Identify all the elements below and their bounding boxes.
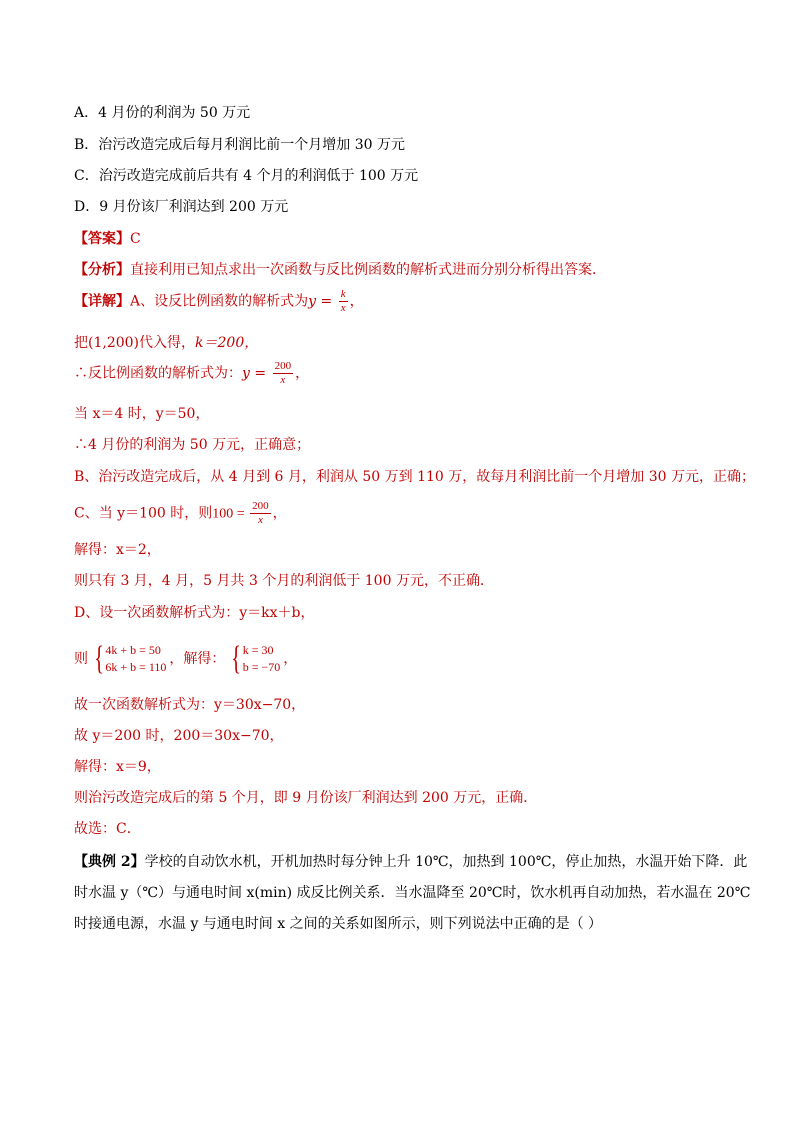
detail-text: 把(1,200)代入得， bbox=[74, 335, 196, 351]
equation-row-1: 4k + b = 50 bbox=[105, 643, 161, 657]
detail-k: k＝200， bbox=[195, 335, 259, 351]
detail-text: ∴反比例函数的解析式为： bbox=[74, 365, 242, 382]
example2-line-1 bbox=[74, 852, 747, 872]
detail-line-2 bbox=[74, 333, 258, 353]
brace-icon: { bbox=[94, 640, 105, 677]
detail-line-11 bbox=[74, 641, 297, 677]
analysis-line bbox=[74, 260, 606, 280]
option-b: B．治污改造完成后每月利润比前一个月增加 30 万元 bbox=[74, 137, 406, 153]
equation-row-2: 6k + b = 110 bbox=[105, 660, 167, 674]
option-c: C．治污改造完成前后共有 4 个月的利润低于 100 万元 bbox=[74, 168, 419, 184]
punct: ， bbox=[283, 651, 298, 667]
detail-formula: y＝30x−70， bbox=[214, 697, 306, 713]
detail-y: y＝100 时，则 bbox=[117, 505, 213, 522]
fraction-numerator: 200 bbox=[274, 360, 292, 372]
analysis-tag: 【分析】 bbox=[74, 262, 130, 278]
detail-line-14: 解得：x＝9， bbox=[74, 759, 161, 775]
detail-line-3 bbox=[74, 360, 309, 387]
detail-text: D、设一次函数解析式为： bbox=[74, 605, 240, 621]
equation-system bbox=[91, 641, 166, 677]
detail-text: 则 bbox=[74, 651, 88, 667]
solution-system bbox=[228, 641, 280, 677]
detail-formula: y＝200 时，200＝30x−70， bbox=[92, 728, 284, 744]
detail-y: y＝50， bbox=[155, 406, 210, 422]
detail-line-5: ∴4 月份的利润为 50 万元，正确意； bbox=[74, 437, 311, 453]
answer-tag: 【答案】 bbox=[74, 231, 130, 247]
example2-line-3: 时接通电源，水温 y 与通电时间 x 之间的关系如图所示，则下列说法中正确的是（ ） bbox=[74, 916, 603, 932]
solution-row-1: k = 30 bbox=[242, 643, 274, 657]
example2-line-2: 时水温 y（℃）与通电时间 x(min) 成反比例关系．当水温降至 20℃时，饮水机再自动加热，若水温在 20℃ bbox=[74, 885, 751, 901]
option-d: D．9 月份该厂利润达到 200 万元 bbox=[74, 199, 289, 215]
detail-line-6: B、治污改造完成后，从 4 月到 6 月，利润从 50 万到 110 万，故每月利润比前一个月增加 30 万元，正确； bbox=[74, 469, 755, 485]
fraction-200-over-x bbox=[250, 500, 271, 527]
detail-line-8: 解得：x＝2， bbox=[74, 542, 161, 558]
detail-line-16: 故选：C． bbox=[74, 821, 141, 837]
answer-value: C bbox=[130, 231, 141, 247]
detail-line-15: 则治污改造完成后的第 5 个月，即 9 月份该厂利润达到 200 万元，正确． bbox=[74, 790, 538, 806]
fraction-k-over-x bbox=[339, 288, 348, 315]
fraction-denominator: x bbox=[340, 302, 346, 314]
fraction-numerator: 200 bbox=[252, 500, 269, 512]
example2-tag: 【典例 2】 bbox=[74, 854, 145, 870]
detail-line-13 bbox=[74, 726, 284, 746]
detail-line-1 bbox=[74, 288, 364, 315]
analysis-text: 直接利用已知点求出一次函数与反比例函数的解析式进而分别分析得出答案． bbox=[130, 262, 606, 278]
answer-line bbox=[74, 229, 141, 249]
formula-y: y bbox=[308, 293, 317, 310]
formula-y: y bbox=[242, 365, 250, 382]
detail-line-10 bbox=[74, 603, 314, 623]
detail-text: A、设反比例函数的解析式为 bbox=[130, 293, 309, 310]
example2-text: 学校的自动饮水机，开机加热时每分钟上升 10℃，加热到 100℃，停止加热，水温开始下降．此 bbox=[144, 854, 748, 870]
detail-x: x＝4 时， bbox=[92, 406, 156, 422]
punct: ， bbox=[272, 505, 287, 522]
detail-text: 故一次函数解析式为： bbox=[74, 697, 214, 713]
detail-line-4 bbox=[74, 404, 209, 424]
fraction-denominator: x bbox=[257, 514, 263, 526]
brace-icon: { bbox=[231, 640, 242, 677]
punct: ， bbox=[295, 365, 310, 382]
detail-formula: y＝kx＋b， bbox=[239, 605, 315, 621]
formula-eq: 100 = bbox=[212, 506, 249, 522]
detail-line-9: 则只有 3 月，4 月，5 月共 3 个月的利润低于 100 万元，不正确． bbox=[74, 573, 494, 589]
detail-tag: 【详解】 bbox=[74, 293, 130, 310]
detail-line-12 bbox=[74, 695, 305, 715]
formula-eq: = bbox=[316, 293, 337, 310]
formula-eq: = bbox=[249, 365, 271, 382]
detail-text: 故 bbox=[74, 728, 93, 744]
detail-text: ，解得： bbox=[169, 651, 226, 667]
fraction-denominator: x bbox=[280, 374, 286, 386]
detail-text: 当 bbox=[74, 406, 93, 422]
punct: ， bbox=[349, 293, 364, 310]
detail-line-7 bbox=[74, 500, 287, 527]
solution-row-2: b = −70 bbox=[242, 660, 281, 674]
fraction-200-over-x bbox=[273, 360, 294, 387]
option-a: A．4 月份的利润为 50 万元 bbox=[74, 105, 251, 121]
fraction-numerator: k bbox=[340, 288, 346, 300]
detail-text: C、当 bbox=[74, 505, 118, 522]
